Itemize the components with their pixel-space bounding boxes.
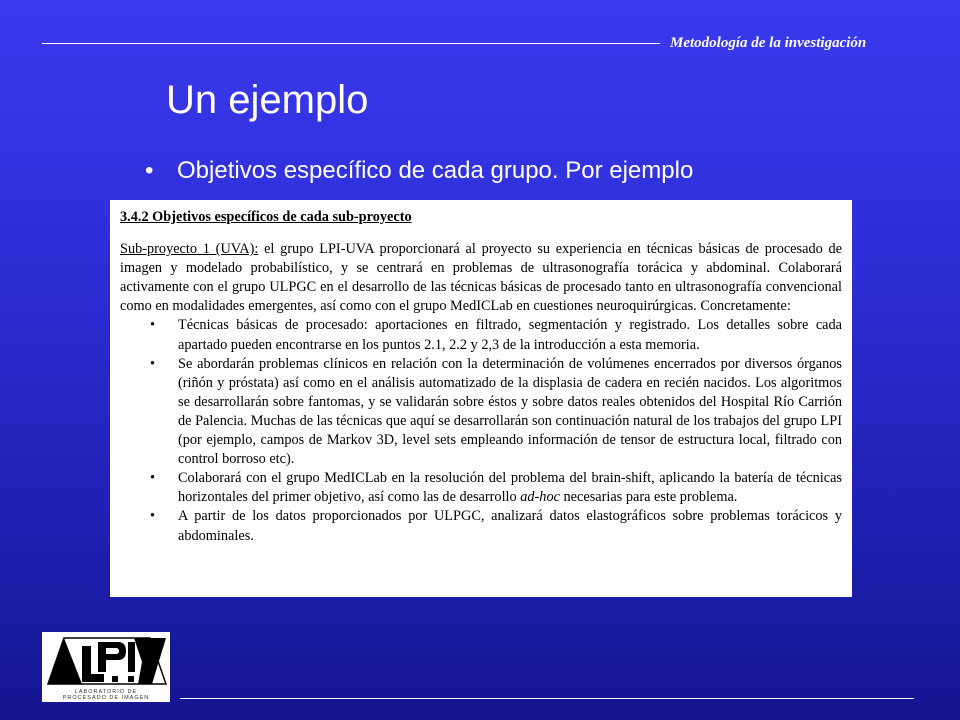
- slide-title: Un ejemplo: [166, 78, 369, 122]
- footer-rule: [180, 698, 914, 699]
- document-heading: 3.4.2 Objetivos específicos de cada sub-proyecto: [120, 209, 412, 225]
- document-list: [120, 316, 842, 545]
- header-rule: [42, 43, 660, 44]
- slide-bullet-text: Objetivos específico de cada grupo. Por ejemplo: [177, 157, 694, 184]
- list-item-text-tail: necesarias para este problema.: [559, 489, 738, 506]
- lpi-logo: [42, 632, 170, 702]
- list-bullet-icon: •: [150, 355, 156, 372]
- lpi-logo-mark-icon: [42, 632, 170, 690]
- slide-bullet: [145, 157, 693, 185]
- subproject-label: Sub-proyecto 1 (UVA):: [120, 241, 259, 258]
- list-bullet-icon: •: [150, 317, 156, 334]
- list-bullet-icon: •: [150, 508, 156, 525]
- document-excerpt: [110, 200, 852, 597]
- list-item-text: A partir de los datos proporcionados por ULPGC, analizará datos elastográficos sobre problemas torácicos y abdominales.: [178, 508, 842, 544]
- list-bullet-icon: •: [150, 470, 156, 487]
- document-intro: [120, 240, 842, 316]
- list-item: [120, 316, 842, 354]
- intro-text: el grupo LPI-UVA proporcionará al proyecto su experiencia en técnicas básicas de procesado de imagen y modelado probabilístico, y se centrará en problemas de ultrasonografía torácica y abdominal. Colaborará activamente con el grupo ULPGC en el desarrollo de las técnicas básicas de procesado tanto en ultrasonografía convencional como en modalidades emergentes, así como con el grupo MedICLab en cuestiones neuroquirúrgicas. Concretamente:: [120, 241, 842, 315]
- list-item: [120, 355, 842, 470]
- list-item-text: Colaborará con el grupo MedICLab en la resolución del problema del brain-shift, aplicando la batería de técnicas horizontales del primer objetivo, así como las de desarrollo: [178, 470, 842, 506]
- bullet-icon: •: [145, 157, 154, 184]
- list-item: [120, 469, 842, 507]
- list-item-text: Técnicas básicas de procesado: aportaciones en filtrado, segmentación y registrado. Los detalles sobre cada apartado pueden encontrarse en los puntos 2.1, 2.2 y 2,3 de la introducción a esta memoria.: [178, 317, 842, 353]
- header-title: Metodología de la investigación: [670, 35, 867, 51]
- list-item: [120, 507, 842, 545]
- list-item-text: Se abordarán problemas clínicos en relación con la determinación de volúmenes encerrados por diversos órganos (riñón y próstata) así como en el análisis automatizado de la displasia de cadera en recién nacidos. Los algoritmos se desarrollarán sobre fantomas, y se validarán sobre éstos y sobre datos reales obtenidos del Hospital Río Carrión de Palencia. Muchas de las técnicas que aquí se desarrollarán son continuación natural de los trabajos del grupo LPI (por ejemplo, campos de Markov 3D, level sets empleando información de tensor de estructura local, filtrado con control borroso etc).: [178, 355, 842, 468]
- logo-caption-line2: PROCESADO DE IMAGEN: [62, 695, 150, 701]
- logo-caption-line1: LABORATORIO DE: [74, 689, 138, 695]
- list-item-emphasis: ad-hoc: [520, 489, 560, 506]
